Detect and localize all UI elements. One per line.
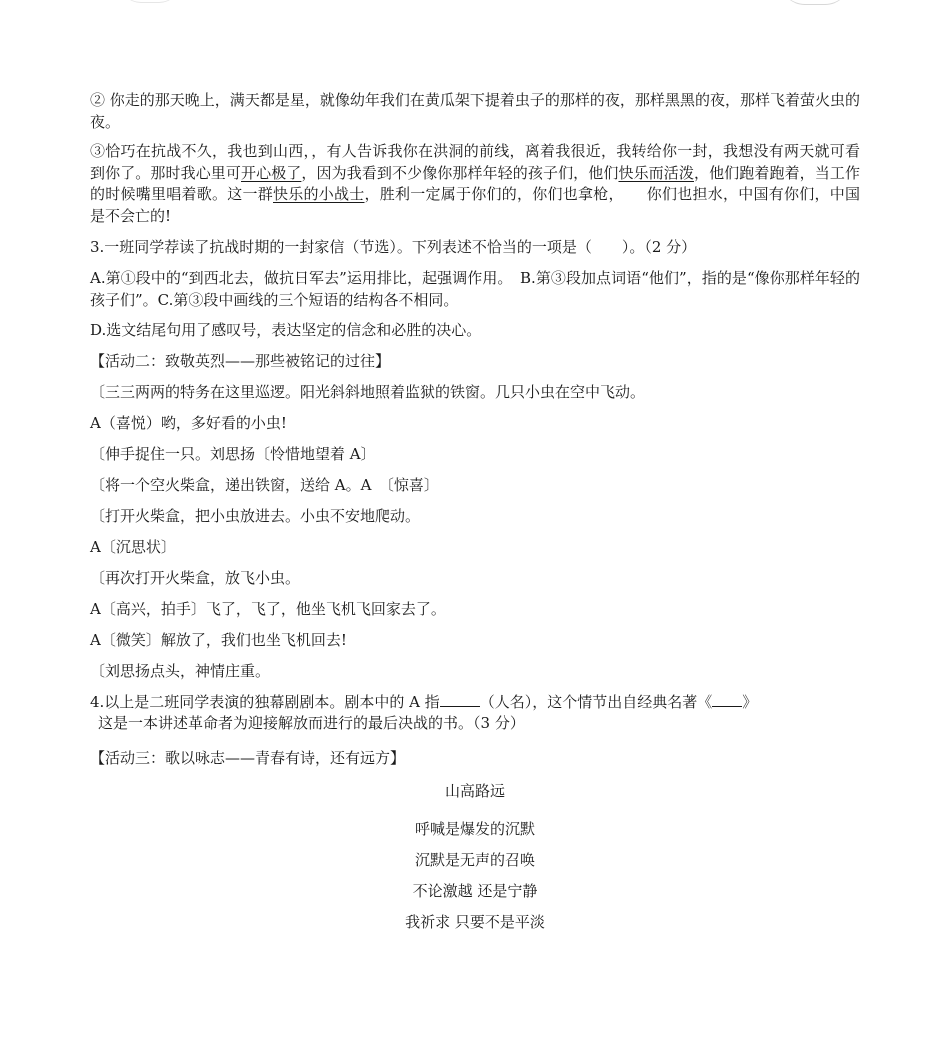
script-line: 〔将一个空火柴盒，递出铁窗，送给 A。A 〔惊喜〕 <box>90 476 439 494</box>
script-line: 〔三三两两的特务在这里巡逻。阳光斜斜地照着监狱的铁窗。几只小虫在空中飞动。 <box>90 383 646 401</box>
paragraph-3-text-4: ，胜利一定属于你们的，你们也拿枪， 你们也担水，中国有你们，中国是不会亡的! <box>90 185 860 225</box>
question-3-option-d: D.选文结尾句用了感叹号，表达坚定的信念和必胜的决心。 <box>90 321 482 339</box>
question-4-text-2: （人名），这个情节出自经典名著《 <box>479 693 713 711</box>
answer-blank-name[interactable] <box>440 692 480 707</box>
paragraph-3-text-3: ，他们跑着跑着，当工作的时候嘴里唱着歌。这一群 <box>90 163 860 203</box>
poem-title: 山高路远 <box>444 782 505 800</box>
question-3-options-ab: A.第①段中的“到西北去，做抗日军去”运用排比，起强调作用。 B.第③段加点词语“他们”，指的是“像你那样年轻的孩子们”。C.第③段中画线的三个短语的结构各不相同。 <box>90 269 860 309</box>
top-edge-mark-left <box>120 0 180 3</box>
top-edge-mark-right <box>780 0 850 5</box>
paragraph-3-text-2: ，因为我看到不少像你那样年轻的孩子们，他们 <box>301 163 619 182</box>
script-line: 〔打开火柴盒，把小虫放进去。小虫不安地爬动。 <box>90 507 421 525</box>
script-line: 〔刘思扬点头，神情庄重。 <box>90 662 271 680</box>
document-body <box>90 90 860 933</box>
script-lines <box>90 382 860 682</box>
poem-line: 沉默是无声的召唤 <box>414 851 535 869</box>
poem-line: 呼喊是爆发的沉默 <box>414 820 535 838</box>
script-line: A〔高兴，拍手〕飞了，飞了，他坐飞机飞回家去了。 <box>90 600 446 618</box>
question-4-text-3: 》 <box>742 693 758 711</box>
script-line: A〔沉思状〕 <box>90 538 176 556</box>
question-4-line-1 <box>90 692 860 713</box>
poem-body <box>90 819 860 933</box>
answer-blank-book[interactable] <box>712 692 742 707</box>
script-line: 〔伸手捉住一只。刘思扬〔怜惜地望着 A〕 <box>90 445 376 463</box>
question-4-text-1: 4.以上是二班同学表演的独幕剧剧本。剧本中的 A 指 <box>90 693 440 711</box>
activity-2-heading: 【活动二：致敬英烈——那些被铭记的过往】 <box>90 352 391 370</box>
underlined-phrase-3: 快乐的小战士 <box>273 185 365 203</box>
paragraph-2: ② 你走的那天晚上，满天都是星，就像幼年我们在黄瓜架下提着虫子的那样的夜，那样黑黑的夜，那样飞着萤火虫的夜。 <box>90 91 860 131</box>
underlined-phrase-2: 快乐而活泼 <box>618 163 694 182</box>
paragraph-3-text-1: ③恰巧在抗战不久，我也到山西，，有人告诉我你在洪洞的前线，离着我很近，我转给你一封，我想没有两天就可看到你了。那时我心里可 <box>90 142 860 182</box>
poem-line: 不论激越 还是宁静 <box>412 882 538 900</box>
script-line: 〔再次打开火柴盒，放飞小虫。 <box>90 569 301 587</box>
script-line: A（喜悦）哟，多好看的小虫! <box>90 414 287 432</box>
underlined-phrase-1: 开心极了 <box>241 163 302 182</box>
question-3-stem: 3.一班同学荐读了抗战时期的一封家信（节选）。下列表述不恰当的一项是（ ）。（2 分） <box>90 238 697 256</box>
script-line: A〔微笑〕解放了，我们也坐飞机回去! <box>90 631 347 649</box>
poem-line: 我祈求 只要不是平淡 <box>405 913 545 931</box>
paragraph-3 <box>90 141 860 227</box>
question-4-line-2: 这是一本讲述革命者为迎接解放而进行的最后决战的书。（3 分） <box>98 714 525 732</box>
activity-3-heading: 【活动三：歌以咏志——青春有诗，还有远方】 <box>90 749 406 767</box>
